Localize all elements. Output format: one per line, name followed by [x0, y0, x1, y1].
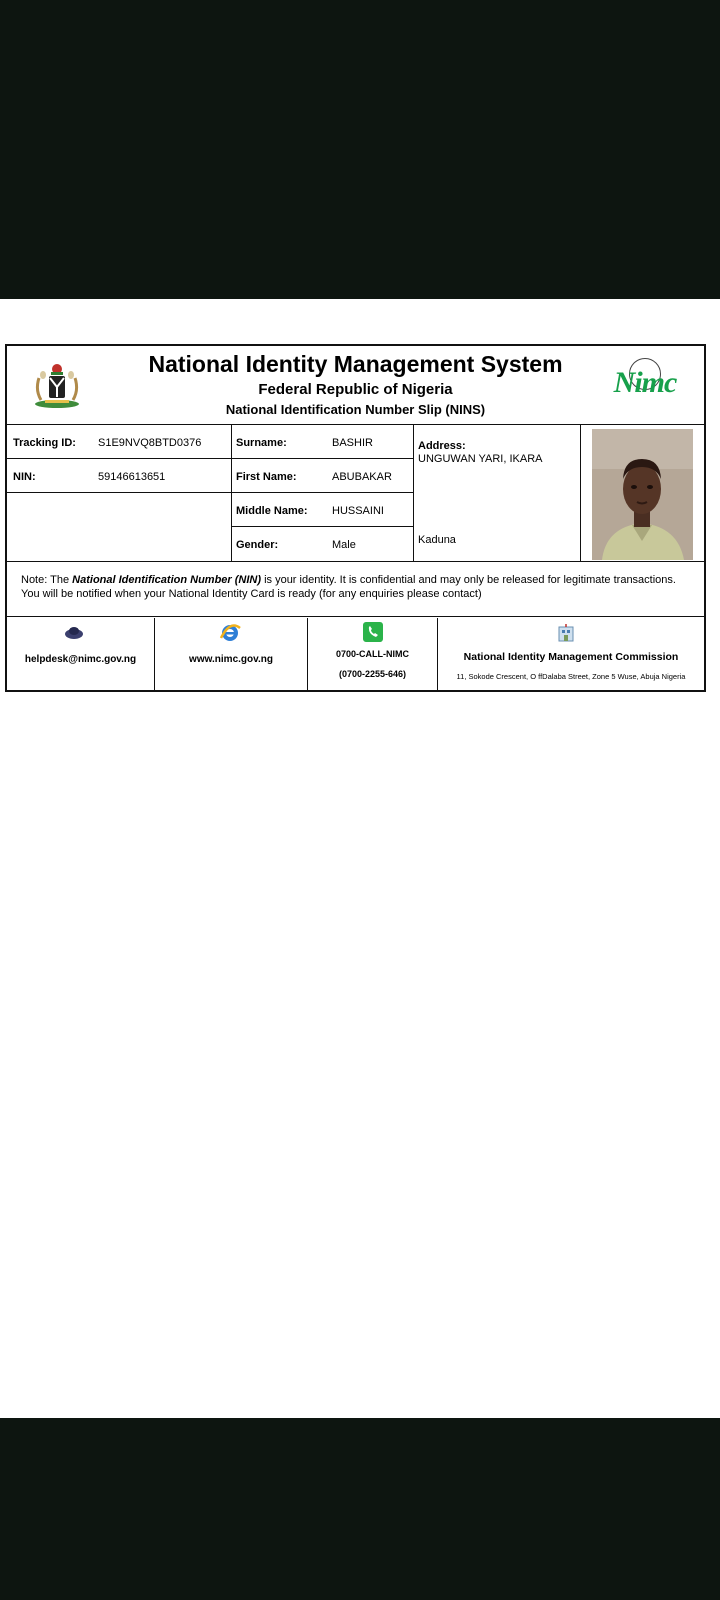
note-prefix: Note: The [21, 574, 73, 586]
organization-address: 11, Sokode Crescent, O ffDalaba Street, Zone 5 Wuse, Abuja Nigeria [456, 672, 686, 681]
first-name-label: First Name: [236, 471, 297, 483]
phone-number-digits[interactable]: (0700-2255-646) [338, 669, 407, 679]
slip-title: National Identification Number Slip (NINS) [225, 402, 486, 417]
surname-value: BASHIR [332, 437, 373, 449]
note-emphasis: National Identification Number (NIN) [72, 574, 262, 586]
browser-icon [219, 622, 241, 644]
phone-number-text[interactable]: 0700-CALL-NIMC [335, 649, 409, 659]
email-link[interactable]: helpdesk@nimc.gov.ng [24, 654, 137, 665]
divider [580, 424, 581, 561]
passport-photo [592, 429, 693, 560]
website-link[interactable]: www.nimc.gov.ng [189, 654, 273, 665]
tracking-id-value: S1E9NVQ8BTD0376 [98, 437, 202, 449]
divider [413, 424, 414, 561]
note-line-1 [21, 574, 676, 586]
divider [7, 458, 413, 459]
note-line-2: You will be notified when your National Identity Card is ready (for any enquiries please contact) [21, 588, 482, 600]
tracking-id-label: Tracking ID: [13, 437, 76, 449]
nin-label: NIN: [13, 471, 36, 483]
gender-label: Gender: [236, 539, 279, 551]
middle-name-value: HUSSAINI [332, 505, 384, 517]
divider [231, 526, 413, 527]
website-cell [155, 616, 307, 690]
building-icon [557, 624, 575, 642]
phone-icon [363, 622, 383, 642]
top-black-bar [0, 0, 720, 299]
nimc-logo-text: Nimc [613, 366, 677, 399]
nimc-logo [611, 358, 679, 406]
address-label: Address: [418, 440, 466, 452]
contact-footer [7, 616, 704, 690]
email-icon [64, 626, 84, 640]
page-subtitle: Federal Republic of Nigeria [258, 381, 453, 398]
personal-details-grid [7, 424, 704, 562]
organization-name: National Identity Management Commission [463, 651, 679, 663]
surname-label: Surname: [236, 437, 287, 449]
email-cell [7, 616, 154, 690]
address-state: Kaduna [418, 534, 456, 546]
slip-header [7, 346, 704, 425]
note-suffix: is your identity. It is confidential and may only be released for legitimate transactions. [261, 574, 676, 586]
gender-value: Male [332, 539, 356, 551]
bottom-black-bar [0, 1418, 720, 1600]
phone-cell [308, 616, 437, 690]
office-cell [438, 616, 704, 690]
page-title: National Identity Management System [148, 351, 563, 377]
nin-value: 59146613651 [98, 471, 166, 483]
middle-name-label: Middle Name: [236, 505, 308, 517]
nin-slip [5, 344, 706, 692]
confidentiality-note [7, 561, 704, 617]
divider [7, 492, 413, 493]
first-name-value: ABUBAKAR [332, 471, 392, 483]
address-line: UNGUWAN YARI, IKARA [418, 453, 543, 465]
